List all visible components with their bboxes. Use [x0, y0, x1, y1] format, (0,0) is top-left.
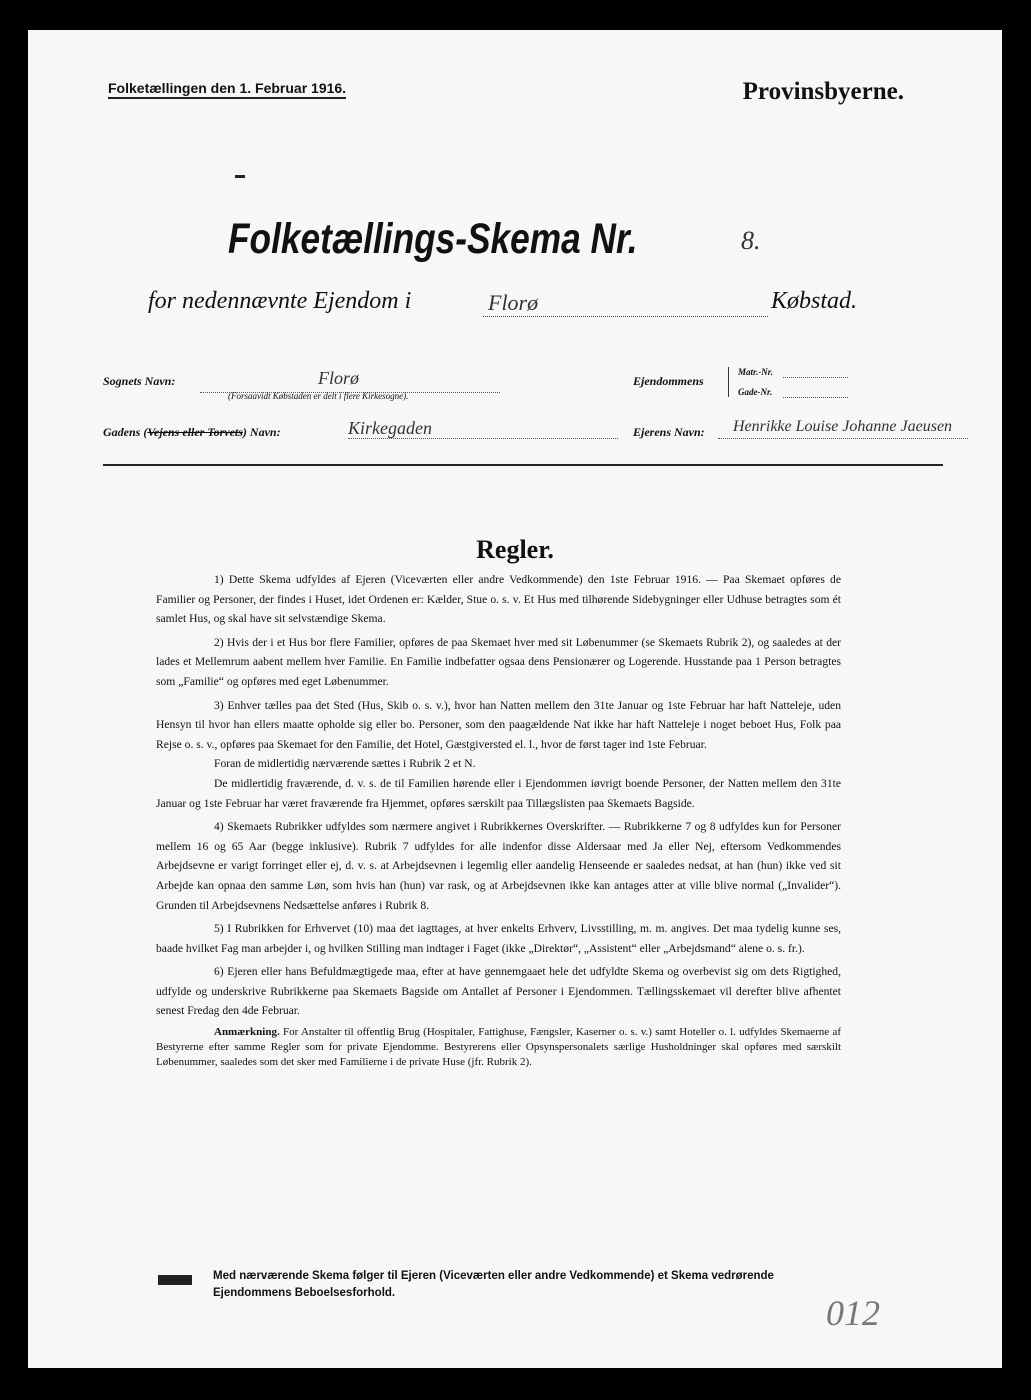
region-label: Provinsbyerne. — [742, 78, 904, 105]
street-label-prefix: Gadens ( — [103, 425, 148, 439]
footer-line-2: Ejendommens Beboelsesforhold. — [213, 1287, 396, 1299]
owner-value: Henrikke Louise Johanne Jaeusen — [733, 418, 953, 435]
rule-3-temporary-present: Foran de midlertidig nærværende sættes i Rubrik 2 et N. — [214, 757, 476, 771]
pointing-hand-icon — [158, 1275, 192, 1285]
subtitle-prefix: for nedennævnte Ejendom i — [148, 288, 412, 314]
town-value: Florø — [488, 290, 539, 315]
town-rule — [483, 316, 768, 317]
remark — [156, 1025, 841, 1070]
rule-5: 5) I Rubrikken for Erhvervet (10) maa det iagttages, at hver enkelts Erhverv, Livsstilling, m. m. angives. Det maa tydelig kunne ses, baade hvilket Fag man arbejder i, og hvilken Stilling man indtager i Faget (ikke „Direktør“, „Assistent“ eller „Arbejdsmand“ alene o. s. fr.). — [156, 922, 841, 955]
remark-label: Anmærkning. — [214, 1026, 280, 1039]
subtitle-suffix: Købstad. — [771, 288, 858, 314]
rule-4: 4) Skemaets Rubrikker udfyldes som nærmere angivet i Rubrikkernes Overskrifter. — Rubrikkerne 7 og 8 udfyldes kun for Personer mellem 16 og 65 Aar (begge inklusive). Rubrik 7 udfyldes for alle indenfor disse Aldersaar med Ja eller Nej, eftersom Vedkommendes Arbejdsevne er varigt forringet eller ej, d. v. s. at Arbejdsevnen i legemlig eller aandelig Henseende er saaledes nedsat, at han (hun) ikke ved sit Arbejde kan opnaa den samme Løn, som hvis han (hun) var rask, og at Arbejdsevnen ikke kan antages atter at ville blive normal („Invalider“). Grunden til Arbejdsevnens Nedsættelse anføres i Rubrik 8. — [156, 820, 841, 912]
rule-2: 2) Hvis der i et Hus bor flere Familier, opføres de paa Skemaet hver med sit Løbenummer (se Skemaets Rubrik 2), og saaledes at der lades et Mellemrum aabent mellem hver Familie. En Familie indbefatter ogsaa dens Pensionærer og Logerende. Husstande paa 1 Person betragtes som „Familie“ og opføres med eget Løbenummer. — [156, 635, 841, 688]
footer-note — [213, 1268, 774, 1302]
form-number: 8. — [741, 226, 761, 255]
rule-6: 6) Ejeren eller hans Befuldmægtigede maa, efter at have gennemgaaet hele det udfyldte Skema og overbevist sig om dets Rigtighed, udfylde og underskrive Rubrikkerne paa Skemaets Bagside om Antallet af Personer i Ejendommen. Tællingsskemaet vil derefter blive afhentet senest Fredag den 4de Februar. — [156, 965, 841, 1018]
page-stamp: 012 — [826, 1293, 880, 1333]
owner-rule — [718, 438, 968, 439]
street-label-struck: Vejens eller Torvets — [147, 425, 243, 439]
street-label-suffix: ) Navn: — [242, 425, 281, 439]
rule-1: 1) Dette Skema udfyldes af Ejeren (Viceværten eller andre Vedkommende) den 1ste Februar 1916. — Paa Skemaet opføres de Familier og Personer, der findes i Huset, idet Ordenen er: Kælder, Stue o. s. v. Et Hus med tilhørende Sidebygninger eller Udhuse betragtes som ét samlet Hus, og skal have sit selvstændige Skema. — [156, 573, 841, 626]
property-brace — [728, 367, 730, 397]
parish-value: Florø — [318, 368, 360, 388]
dash-mark — [235, 175, 245, 178]
rule-3-temporary-absent: De midlertidig fraværende, d. v. s. de til Familien hørende eller i Ejendommen iøvrigt boende Personer, der Natten mellem den 31te Januar og 1ste Februar har været fraværende fra Hjemmet, opføres særskilt paa Tillægslisten paa Skemaets Bagside. — [156, 776, 841, 810]
section-divider — [103, 464, 943, 466]
remark-text: For Anstalter til offentlig Brug (Hospitaler, Fattighuse, Fængsler, Kaserner o. s. v.) samt Hoteller o. l. udfyldes Skemaerne af Bestyrerne efter samme Regler som for private Ejendomme. Bestyrerens eller Opsynspersonalets særlige Husholdninger skal opføres med særskilt Løbenummer, saaledes som det sker med Familierne i de private Huse (jfr. Rubrik 2). — [156, 1026, 842, 1069]
rule-3: 3) Enhver tælles paa det Sted (Hus, Skib o. s. v.), hvor han Natten mellem den 31te Januar og 1ste Februar har haft Natteleje, uden Hensyn til hvor han ellers maatte opholde sig eller bo. Personer, som den paagældende Nat ikke har haft Natteleje i noget beboet Hus, Folk paa Rejse o. s. v., opføres paa Skemaet for den Familie, det Hotel, Gæstgiversted el. l., hvor de først tager ind 1ste Februar. — [156, 698, 841, 751]
owner-label: Ejerens Navn: — [633, 425, 705, 439]
census-date-label: Folketællingen den 1. Februar 1916. — [108, 80, 346, 99]
rules-heading: Regler. — [476, 535, 554, 564]
rules-body — [156, 570, 841, 1074]
matr-label: Matr.-Nr. — [738, 367, 774, 377]
street-label — [103, 425, 281, 440]
property-label: Ejendommens — [633, 374, 704, 388]
form-title: Folketællings-Skema Nr. — [228, 215, 638, 263]
gade-label: Gade-Nr. — [738, 387, 773, 397]
parish-note: (Forsaavidt Købstaden er delt i flere Kirkesogne). — [228, 391, 409, 401]
matr-rule — [783, 377, 848, 378]
census-form-page — [28, 30, 1002, 1368]
footer-line-1: Med nærværende Skema følger til Ejeren (Viceværten eller andre Vedkommende) et Skema vedrørende — [213, 1270, 774, 1282]
gade-rule — [783, 397, 848, 398]
parish-label: Sognets Navn: — [103, 374, 176, 388]
street-value: Kirkegaden — [348, 418, 432, 438]
